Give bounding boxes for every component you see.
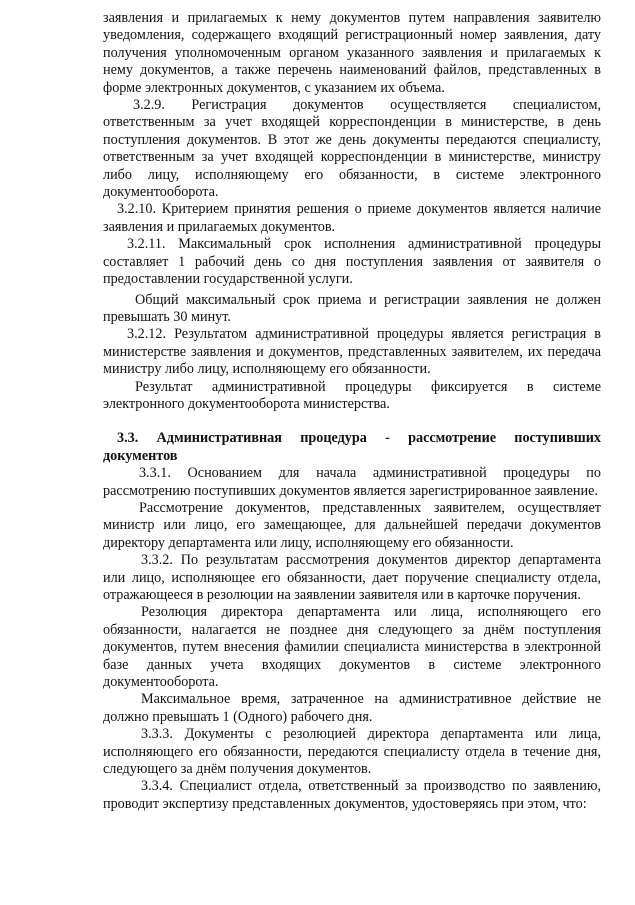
- paragraph-3-3-4: 3.3.4. Специалист отдела, ответственный за производство по заявлению, проводит экспертизу представленных документов, удостоверяясь при этом, что:: [103, 778, 601, 812]
- paragraph-review: Рассмотрение документов, представленных заявителем, осуществляет министр или лицо, его замещающее, для дальнейшей передачи документов директору департамента или лицу, исполняющему его обязанности.: [103, 499, 601, 551]
- paragraph-max-time: Общий максимальный срок приема и регистрации заявления не должен превышать 30 минут.: [103, 291, 601, 325]
- paragraph-continuation: заявления и прилагаемых к нему документов путем направления заявителю уведомления, содержащего входящий регистрационный номер заявления, дату получения уполномоченным органом указанного заявления и прилагаемых к нему документов, а также перечень наименований файлов, представленных в форме электронных документов, с указанием их объема.: [103, 10, 601, 96]
- paragraph-result: Результат административной процедуры фиксируется в системе электронного документооборота министерства.: [103, 378, 601, 412]
- paragraph-3-3-1: 3.3.1. Основанием для начала административной процедуры по рассмотрению поступивших документов является зарегистрированное заявление.: [103, 465, 601, 499]
- paragraph-3-3-2: 3.3.2. По результатам рассмотрения документов директор департамента или лицо, исполняющее его обязанности, дает поручение специалисту отдела, отражающееся в резолюции на заявлении заявителя или в карточке поручения.: [103, 552, 601, 603]
- paragraph-3-2-12: 3.2.12. Результатом административной процедуры является регистрация в министерстве заявления и документов, представленных заявителем, их передача министру либо лицу, исполняющему его обязанности.: [103, 326, 601, 378]
- paragraph-3-2-11: 3.2.11. Максимальный срок исполнения административной процедуры составляет 1 рабочий день со дня поступления заявления от заявителя о предоставлении государственной услуги.: [103, 236, 601, 288]
- paragraph-3-2-9: 3.2.9. Регистрация документов осуществляется специалистом, ответственным за учет входящей корреспонденции в министерстве, в день поступления документов. В этот же день документы передаются специалисту, ответственным за учет входящей корреспонденции в министерстве, министру либо лицу, исполняющему его обязанности, в системе электронного документооборота.: [103, 97, 601, 201]
- paragraph-3-3-3: 3.3.3. Документы с резолюцией директора департамента или лица, исполняющего его обязанности, передаются специалисту отдела в течение дня, следующего за днём получения документов.: [103, 726, 601, 778]
- section-heading-3-3: 3.3. Административная процедура - рассмотрение поступивших документов: [103, 430, 601, 464]
- paragraph-resolution: Резолюция директора департамента или лица, исполняющего его обязанности, налагается не позднее дня следующего за днём поступления документов, путем внесения фамилии специалиста министерства в электронной базе данных учета входящих документов в системе электронного документооборота.: [103, 604, 601, 691]
- paragraph-max-action-time: Максимальное время, затраченное на административное действие не должно превышать 1 (Одного) рабочего дня.: [103, 691, 601, 725]
- paragraph-3-2-10: 3.2.10. Критерием принятия решения о приеме документов является наличие заявления и прилагаемых документов.: [103, 201, 601, 235]
